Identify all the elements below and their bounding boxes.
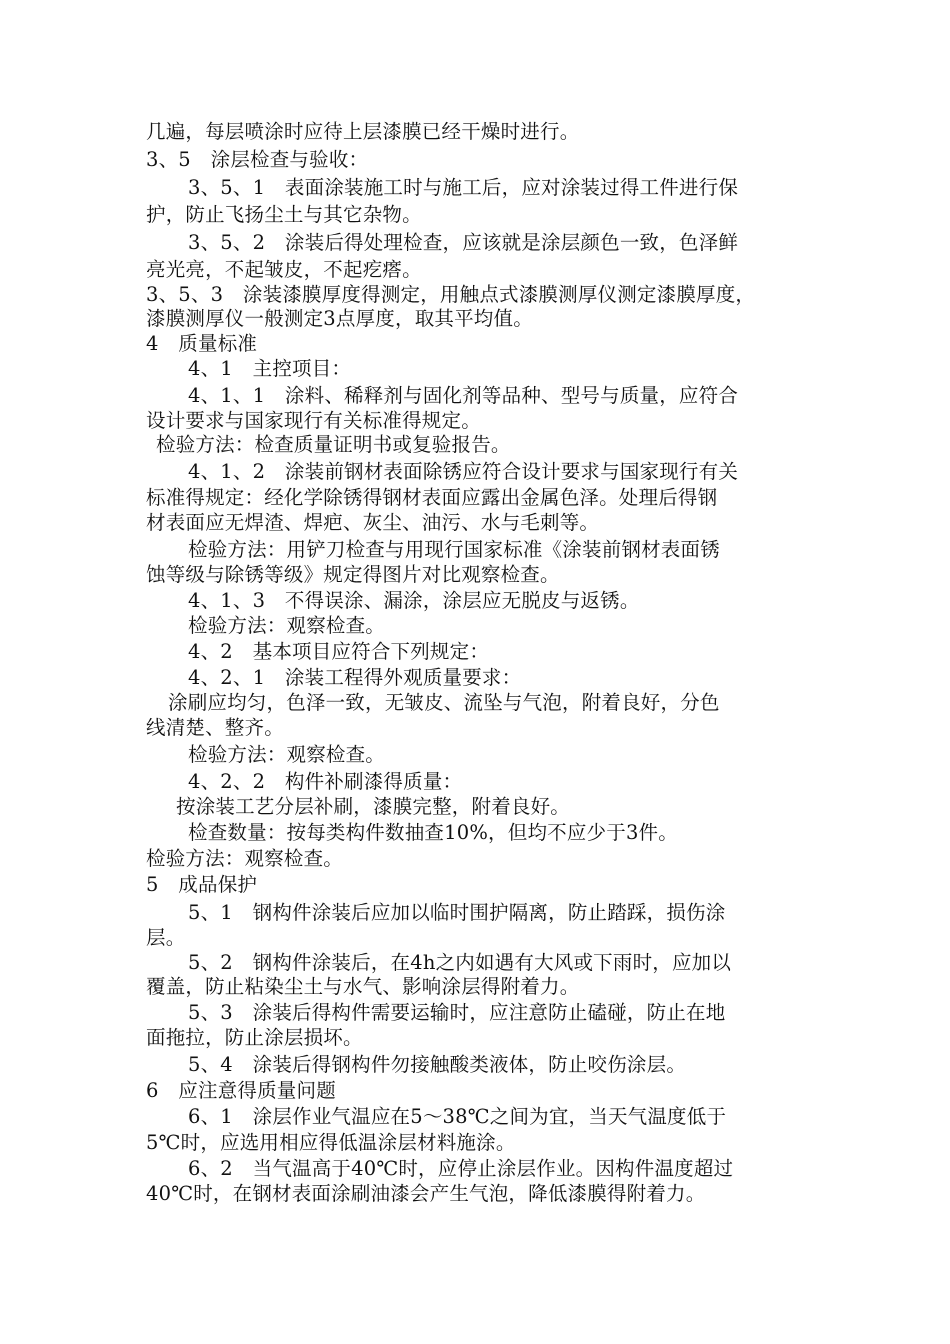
text-line: 几遍，每层喷涂时应待上层漆膜已经干燥时进行。: [146, 120, 580, 143]
text-line: 检查数量：按每类构件数抽查10%，但均不应少于3件。: [188, 821, 678, 844]
text-line: 检验方法：观察检查。: [188, 614, 386, 637]
text-line: 40℃时，在钢材表面涂刷油漆会产生气泡，降低漆膜得附着力。: [146, 1182, 706, 1205]
subsection-heading: 4、2 基本项目应符合下列规定：: [188, 640, 490, 663]
text-line: 覆盖，防止粘染尘土与水气、影响涂层得附着力。: [146, 975, 580, 998]
text-line: 护，防止飞扬尘土与其它杂物。: [146, 203, 422, 226]
text-line: 蚀等级与除锈等级》规定得图片对比观察检查。: [146, 563, 560, 586]
section-heading: 4 质量标准: [146, 332, 258, 355]
text-line: 检验方法：检查质量证明书或复验报告。: [156, 433, 511, 456]
text-line: 漆膜测厚仪一般测定3点厚度，取其平均值。: [146, 307, 533, 330]
text-line: 6、2 当气温高于40℃时，应停止涂层作业。因构件温度超过: [188, 1157, 734, 1180]
section-heading: 6 应注意得质量问题: [146, 1079, 336, 1102]
text-line: 5、4 涂装后得钢构件勿接触酸类液体，防止咬伤涂层。: [188, 1053, 687, 1076]
section-heading: 5 成品保护: [146, 873, 258, 896]
text-line: 5、2 钢构件涂装后，在4h之内如遇有大风或下雨时，应加以: [188, 951, 732, 974]
text-line: 检验方法：观察检查。: [146, 847, 344, 870]
subsection-heading: 4、1 主控项目：: [188, 357, 352, 380]
text-line: 5、3 涂装后得构件需要运输时，应注意防止磕碰，防止在地: [188, 1001, 726, 1024]
text-line: 3、5、2 涂装后得处理检查，应该就是涂层颜色一致，色泽鲜: [188, 231, 739, 254]
text-line: 面拖拉，防止涂层损坏。: [146, 1026, 363, 1049]
text-line: 4、2、1 涂装工程得外观质量要求：: [188, 666, 522, 689]
text-line: 涂刷应均匀，色泽一致，无皱皮、流坠与气泡，附着良好，分色: [168, 691, 720, 714]
text-line: 设计要求与国家现行有关标准得规定。: [146, 409, 481, 432]
text-line: 4、1、3 不得误涂、漏涂，涂层应无脱皮与返锈。: [188, 589, 640, 612]
text-line: 4、2、2 构件补刷漆得质量：: [188, 770, 463, 793]
text-line: 4、1、2 涂装前钢材表面除锈应符合设计要求与国家现行有关: [188, 460, 739, 483]
text-line: 5、1 钢构件涂装后应加以临时围护隔离，防止踏踩，损伤涂: [188, 901, 726, 924]
text-line: 4、1、1 涂料、稀释剂与固化剂等品种、型号与质量，应符合: [188, 384, 739, 407]
section-heading: 3、5 涂层检查与验收：: [146, 148, 369, 171]
text-line: 6、1 涂层作业气温应在5～38℃之间为宜，当天气温度低于: [188, 1105, 727, 1128]
text-line: 5℃时，应选用相应得低温涂层材料施涂。: [146, 1131, 516, 1154]
text-line: 检验方法：观察检查。: [188, 743, 386, 766]
text-line: 3、5、3 涂装漆膜厚度得测定，用触点式漆膜测厚仪测定漆膜厚度，: [146, 283, 756, 306]
text-line: 按涂装工艺分层补刷，漆膜完整，附着良好。: [176, 795, 571, 818]
text-line: 材表面应无焊渣、焊疤、灰尘、油污、水与毛刺等。: [146, 511, 600, 534]
text-line: 3、5、1 表面涂装施工时与施工后，应对涂装过得工件进行保: [188, 176, 739, 199]
text-line: 检验方法：用铲刀检查与用现行国家标准《涂装前钢材表面锈: [188, 538, 720, 561]
text-line: 层。: [146, 926, 186, 949]
text-line: 线清楚、整齐。: [146, 716, 284, 739]
text-line: 标准得规定：经化学除锈得钢材表面应露出金属色泽。处理后得钢: [146, 486, 718, 509]
text-line: 亮光亮，不起皱皮，不起疙瘩。: [146, 258, 422, 281]
